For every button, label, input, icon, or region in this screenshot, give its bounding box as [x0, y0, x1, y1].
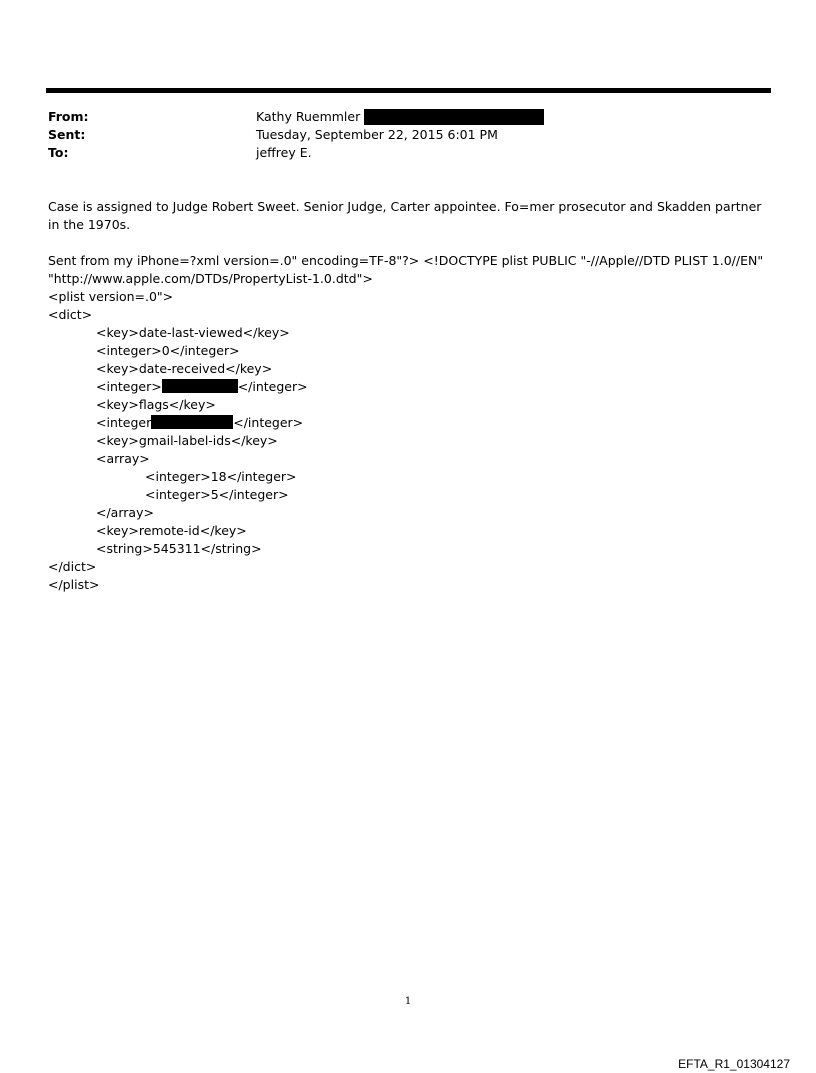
dict-open-tag: <dict>	[48, 307, 93, 322]
plist-close-tag: </plist>	[48, 577, 100, 592]
header-rule	[46, 88, 771, 93]
integer-close-tag: </integer>	[233, 415, 304, 430]
sent-value: Tuesday, September 22, 2015 6:01 PM	[256, 127, 498, 142]
key-remote-id: <key>remote-id</key>	[96, 523, 247, 538]
to-label: To:	[48, 145, 69, 160]
key-date-received: <key>date-received</key>	[96, 361, 273, 376]
dtd-url-line: "http://www.apple.com/DTDs/PropertyList-1.0.dtd">	[48, 271, 373, 286]
array-open-tag: <array>	[96, 451, 150, 466]
from-value	[256, 108, 544, 126]
sent-label: Sent:	[48, 127, 86, 142]
string-remote-id: <string>545311</string>	[96, 541, 262, 556]
to-value: jeffrey E.	[256, 145, 312, 160]
integer-open-tag: <integer>	[96, 379, 162, 394]
sent-from-line: Sent from my iPhone=?xml version=.0" encoding=TF-8"?> <!DOCTYPE plist PUBLIC "-//Apple//DTD PLIST 1.0//EN"	[48, 253, 764, 268]
integer-zero: <integer>0</integer>	[96, 343, 240, 358]
array-close-tag: </array>	[96, 505, 154, 520]
from-label: From:	[48, 109, 89, 124]
integer-18: <integer>18</integer>	[145, 469, 297, 484]
integer-date-received	[96, 378, 308, 396]
dict-close-tag: </dict>	[48, 559, 97, 574]
integer-flags	[96, 414, 303, 432]
page-number: 1	[404, 996, 412, 1007]
redaction-box	[364, 109, 544, 125]
redaction-box	[151, 415, 233, 429]
from-name: Kathy Ruemmler	[256, 109, 361, 124]
key-date-last-viewed: <key>date-last-viewed</key>	[96, 325, 290, 340]
integer-close-tag: </integer>	[237, 379, 308, 394]
key-flags: <key>flags</key>	[96, 397, 216, 412]
message-paragraph: Case is assigned to Judge Robert Sweet. Senior Judge, Carter appointee. Fo=mer prosecutor and Skadden partner in the 1970s.	[48, 199, 762, 232]
key-gmail-label-ids: <key>gmail-label-ids</key>	[96, 433, 278, 448]
integer-5: <integer>5</integer>	[145, 487, 289, 502]
redaction-box	[162, 379, 238, 393]
integer-open-tag: <integer	[96, 415, 152, 430]
plist-open-tag: <plist version=.0">	[48, 289, 174, 304]
document-id: EFTA_R1_01304127	[678, 1057, 790, 1071]
